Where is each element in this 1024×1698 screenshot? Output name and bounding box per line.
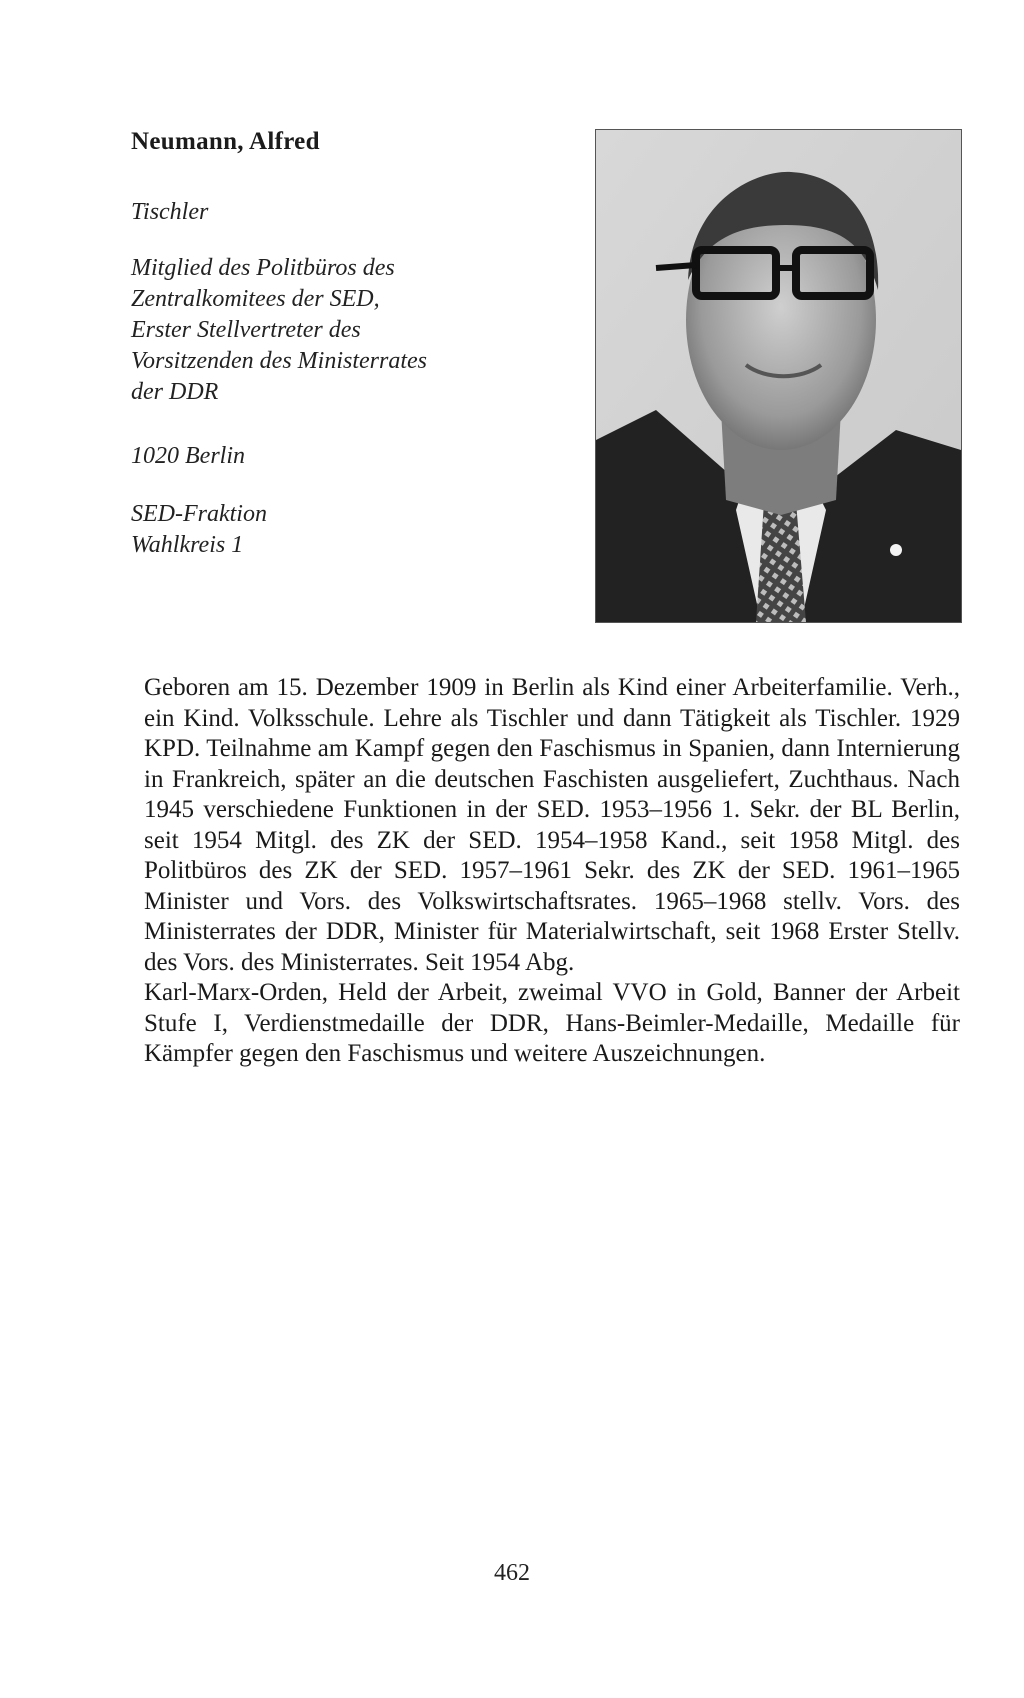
position-line: Zentralkomitees der SED,: [131, 286, 380, 312]
address: 1020 Berlin: [131, 443, 245, 469]
position-line: Mitglied des Politbüros des: [131, 255, 395, 281]
occupation: [131, 197, 571, 228]
page-number: 462: [494, 1560, 530, 1586]
fraction-block: [131, 499, 571, 561]
occupation-text: Tischler: [131, 199, 209, 225]
address-block: [131, 441, 571, 472]
constituency: Wahlkreis 1: [131, 532, 244, 558]
entry-name: Neumann, Alfred: [131, 128, 320, 155]
awards-text: Karl-Marx-Orden, Held der Arbeit, zweimal VVO in Gold, Banner der Arbeit Stufe I, Verdienstmedaille der DDR, Hans-Beimler-Medaille, Medaille für Kämpfer gegen den Faschismus und weitere Auszeichnungen.: [144, 979, 960, 1067]
position-line: der DDR: [131, 379, 219, 405]
portrait-image: [596, 130, 961, 622]
position-line: Erster Stellvertreter des: [131, 317, 361, 343]
biography-text: Geboren am 15. Dezember 1909 in Berlin als Kind einer Arbeiterfamilie. Verh., ein Kind. Volksschule. Lehre als Tischler und dann Tätigkeit als Tischler. 1929 KPD. Teilnahme am Kampf gegen den Faschismus in Spanien, dann Internierung in Frankreich, später an die deutschen Faschisten ausgeliefert, Zuchthaus. Nach 1945 verschiedene Funktionen in der SED. 1953–1956 1. Sekr. der BL Berlin, seit 1954 Mitgl. des ZK der SED. 1954–1958 Kand., seit 1958 Mitgl. des Politbüros des ZK der SED. 1957–1961 Sekr. des ZK der SED. 1961–1965 Minister und Vors. des Volkswirtschaftsrates. 1965–1968 stellv. Vors. des Ministerrates der DDR, Minister für Materialwirtschaft, seit 1968 Erster Stellv. des Vors. des Ministerrates. Seit 1954 Abg.: [144, 674, 960, 976]
position-line: Vorsitzenden des Ministerrates: [131, 348, 427, 374]
positions-block: [131, 253, 571, 408]
portrait-photo: [595, 129, 962, 623]
fraction: SED-Fraktion: [131, 501, 267, 527]
biography: [144, 673, 960, 1070]
